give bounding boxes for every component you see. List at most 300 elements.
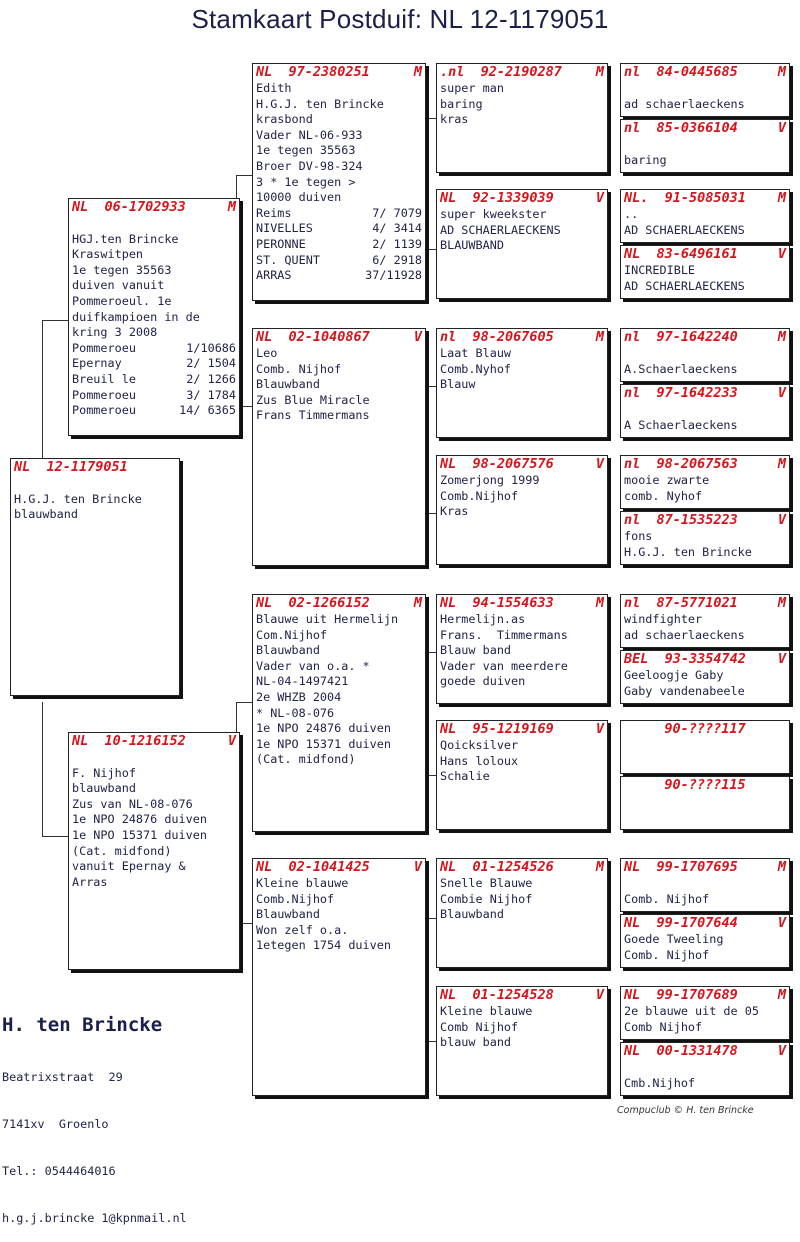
- sex-marker: M: [777, 329, 786, 345]
- pigeon-card-g7[interactable]: [620, 455, 790, 509]
- sex-marker: M: [777, 456, 786, 472]
- connector-line: [42, 702, 69, 837]
- country-code: NL: [440, 456, 457, 472]
- ring-id: 00-1331478: [656, 1043, 738, 1059]
- detail-line: Kras: [440, 504, 469, 519]
- race-location: NIVELLES: [256, 221, 313, 236]
- country-code: NL: [440, 987, 457, 1003]
- detail-line: blauwband: [14, 507, 78, 522]
- ring-header: [621, 595, 789, 612]
- ring-id: 97-1642240: [656, 329, 738, 345]
- country-code: nl: [624, 512, 641, 528]
- detail-line: HGJ.ten Brincke: [72, 231, 179, 246]
- country-code: nl: [624, 385, 641, 401]
- ring-number: [440, 859, 554, 876]
- ring-header: [11, 459, 179, 476]
- ring-id: 90-????117: [664, 721, 746, 737]
- detail-line: [72, 750, 236, 766]
- sex-marker: M: [595, 64, 604, 80]
- detail-line: ad schaerlaeckens: [624, 96, 745, 111]
- pigeon-details: [437, 1004, 607, 1051]
- race-location: Reims: [256, 205, 292, 220]
- sex-marker: V: [777, 120, 786, 136]
- sex-marker: M: [227, 199, 236, 215]
- detail-line: AD SCHAERLAECKENS: [624, 278, 745, 293]
- ring-number: [624, 987, 738, 1004]
- detail-line: fons: [624, 529, 653, 543]
- detail-line: 1e tegen 35563: [72, 262, 172, 277]
- detail-line: mooie zwarte: [624, 473, 710, 487]
- detail-line: Comb Nijhof: [440, 1019, 519, 1034]
- pigeon-details: [621, 263, 789, 294]
- ring-header: [621, 64, 789, 81]
- detail-line: (Cat. midfond): [72, 843, 172, 858]
- detail-line: Comb.Nyhof: [440, 361, 512, 376]
- ring-id: 02-1041425: [288, 859, 370, 875]
- detail-line: 1e NPO 24876 duiven: [256, 721, 391, 736]
- detail-line: 10000 duiven: [256, 190, 342, 205]
- pigeon-card-mff[interactable]: [436, 594, 608, 704]
- detail-line: 1e tegen 35563: [256, 143, 356, 158]
- detail-line: Geeloogje Gaby: [624, 668, 724, 682]
- sex-marker: V: [413, 859, 422, 875]
- sex-marker: M: [777, 859, 786, 875]
- race-result: [256, 253, 422, 269]
- ring-id: 85-0366104: [656, 120, 738, 136]
- detail-line: [72, 216, 236, 232]
- detail-line: * NL-08-076: [256, 705, 335, 720]
- detail-line: [624, 402, 786, 418]
- sex-marker: M: [777, 190, 786, 206]
- country-code: NL: [624, 246, 641, 262]
- country-code: NL: [256, 595, 273, 611]
- pigeon-card-g8[interactable]: [620, 511, 790, 565]
- sex-marker: M: [595, 329, 604, 345]
- ring-header: [253, 64, 425, 81]
- detail-line: NL-04-1497421: [256, 674, 349, 689]
- country-code: NL: [440, 595, 457, 611]
- detail-line: Comb.Nijhof: [256, 891, 335, 906]
- sex-marker: V: [777, 512, 786, 528]
- sex-marker: V: [413, 329, 422, 345]
- country-code: NL: [440, 721, 457, 737]
- country-code: nl: [624, 64, 641, 80]
- detail-line: 2e WHZB 2004: [256, 689, 342, 704]
- ring-id: 98-2067576: [472, 456, 554, 472]
- ring-id: 87-5771021: [656, 595, 738, 611]
- detail-line: H.G.J. ten Brincke: [14, 491, 142, 506]
- pigeon-details: [621, 529, 789, 560]
- pigeon-card-g15[interactable]: [620, 986, 790, 1040]
- sex-marker: M: [413, 64, 422, 80]
- country-code: NL: [72, 199, 89, 215]
- detail-line: AD SCHAERLAECKENS: [440, 222, 561, 237]
- ring-id: 99-1707689: [656, 987, 738, 1003]
- connector-line: [425, 918, 436, 1042]
- ring-number: [624, 512, 738, 529]
- connector-line: [425, 386, 436, 514]
- pigeon-details: [621, 207, 789, 238]
- country-code: NL.: [624, 190, 649, 206]
- pigeon-details: [253, 81, 425, 284]
- ring-id: 93-3354742: [664, 651, 746, 667]
- ring-number: [440, 987, 554, 1004]
- detail-line: 1etegen 1754 duiven: [256, 938, 391, 953]
- ring-id: 90-????115: [664, 777, 746, 793]
- detail-line: blauwband: [72, 781, 136, 796]
- ring-number: [440, 329, 554, 346]
- race-location: ARRAS: [256, 268, 292, 283]
- detail-line: baring: [440, 96, 483, 111]
- pigeon-details: [621, 612, 789, 643]
- pigeon-card-fff[interactable]: [436, 63, 608, 173]
- detail-line: baring: [624, 152, 667, 167]
- ring-number: [256, 595, 370, 612]
- country-code: NL: [624, 987, 641, 1003]
- race-result: [256, 206, 422, 222]
- race-location: Pommeroeu: [72, 387, 136, 402]
- ring-header: [69, 199, 239, 216]
- detail-line: H.G.J. ten Brincke: [256, 96, 384, 111]
- ring-id: 12-1179051: [46, 459, 128, 475]
- pigeon-card-mother[interactable]: [68, 732, 240, 970]
- pigeon-card-fmm[interactable]: [436, 455, 608, 565]
- ring-header: [621, 246, 789, 263]
- detail-line: Comb. Nijhof: [624, 947, 710, 962]
- detail-line: A Schaerlaeckens: [624, 417, 738, 432]
- ring-header: [621, 721, 789, 738]
- ring-number: [256, 329, 370, 346]
- pigeon-details: [621, 1004, 789, 1035]
- ring-header: [621, 190, 789, 207]
- detail-line: Laat Blauw: [440, 346, 512, 360]
- pigeon-details: [437, 207, 607, 254]
- race-placing: 7/ 7079: [372, 205, 422, 220]
- country-code: NL: [440, 859, 457, 875]
- race-placing: 14/ 6365: [179, 403, 236, 418]
- detail-line: Edith: [256, 81, 292, 95]
- ring-header: [437, 595, 607, 612]
- pigeon-details: [621, 137, 789, 168]
- owner-phone: Tel.: 0544464016: [2, 1163, 116, 1178]
- ring-id: 92-1339039: [472, 190, 554, 206]
- ring-number: [624, 329, 738, 346]
- country-code: BEL: [624, 651, 649, 667]
- detail-line: AD SCHAERLAECKENS: [624, 222, 745, 237]
- pigeon-card-ff[interactable]: [252, 63, 426, 301]
- detail-line: Vader NL-06-933: [256, 127, 363, 142]
- pigeon-details: [621, 876, 789, 907]
- pigeon-card-g12[interactable]: [620, 776, 790, 830]
- ring-id: 02-1266152: [288, 595, 370, 611]
- pigeon-details: [253, 612, 425, 768]
- detail-line: blauw band: [440, 1035, 512, 1050]
- ring-header: [621, 385, 789, 402]
- pigeon-details: [437, 876, 607, 923]
- detail-line: ad schaerlaeckens: [624, 627, 745, 642]
- country-code: NL: [14, 459, 31, 475]
- detail-line: windfighter: [624, 612, 703, 626]
- pigeon-details: [69, 216, 239, 419]
- ring-id: 87-1535223: [656, 512, 738, 528]
- owner-city: 7141xv Groenlo: [2, 1116, 109, 1131]
- pigeon-card-mmm[interactable]: [436, 986, 608, 1096]
- sex-marker: V: [595, 456, 604, 472]
- detail-line: Snelle Blauwe: [440, 876, 533, 890]
- country-code: NL: [256, 329, 273, 345]
- sex-marker: M: [777, 987, 786, 1003]
- detail-line: Blauwband: [440, 907, 504, 922]
- owner-street: Beatrixstraat 29: [2, 1070, 123, 1085]
- pigeon-card-ffm[interactable]: [436, 189, 608, 299]
- pigeon-card-g5[interactable]: [620, 328, 790, 382]
- country-code: NL: [440, 190, 457, 206]
- ring-id: 97-2380251: [288, 64, 370, 80]
- detail-line: super man: [440, 81, 504, 95]
- detail-line: H.G.J. ten Brincke: [624, 544, 752, 559]
- ring-number: [440, 456, 554, 473]
- connector-line: [425, 118, 436, 250]
- owner-address: [2, 1039, 187, 1242]
- ring-header: [253, 859, 425, 876]
- ring-number: [624, 120, 738, 137]
- ring-id: 95-1219169: [472, 721, 554, 737]
- race-result: [256, 237, 422, 253]
- detail-line: krasbond: [256, 112, 313, 127]
- country-code: NL: [256, 859, 273, 875]
- ring-header: [437, 329, 607, 346]
- owner-name: H. ten Brincke: [2, 1014, 163, 1036]
- detail-line: A.Schaerlaeckens: [624, 361, 738, 376]
- ring-id: 06-1702933: [104, 199, 186, 215]
- pigeon-card-mf[interactable]: [252, 594, 426, 832]
- pigeon-card-g11[interactable]: [620, 720, 790, 774]
- ring-header: [621, 120, 789, 137]
- ring-number: [664, 777, 745, 794]
- ring-id: 10-1216152: [104, 733, 186, 749]
- detail-line: Arras: [72, 874, 108, 889]
- owner-email[interactable]: h.g.j.brincke 1@kpnmail.nl: [2, 1210, 187, 1225]
- ring-header: [621, 1043, 789, 1060]
- pigeon-card-g10[interactable]: [620, 650, 790, 704]
- detail-line: Leo: [256, 346, 278, 360]
- pigeon-details: [621, 346, 789, 377]
- pigeon-card-g16[interactable]: [620, 1042, 790, 1096]
- pigeon-card-father[interactable]: [68, 198, 240, 436]
- ring-header: [621, 456, 789, 473]
- race-placing: 4/ 3414: [372, 221, 422, 236]
- pigeon-details: [253, 346, 425, 424]
- sex-marker: V: [595, 721, 604, 737]
- ring-number: [256, 859, 370, 876]
- detail-line: 2e blauwe uit de 05: [624, 1004, 759, 1018]
- pigeon-card-mmf[interactable]: [436, 858, 608, 968]
- detail-line: Frans. Timmermans: [440, 627, 568, 642]
- race-placing: 6/ 2918: [372, 252, 422, 267]
- pigeon-details: [253, 876, 425, 954]
- detail-line: ..: [624, 207, 639, 221]
- ring-id: 99-1707644: [656, 915, 738, 931]
- race-placing: 1/10686: [186, 340, 236, 355]
- detail-line: Qoicksilver: [440, 738, 519, 752]
- ring-id: 97-1642233: [656, 385, 738, 401]
- detail-line: (Cat. midfond): [256, 752, 356, 767]
- race-result: [72, 403, 236, 419]
- detail-line: Won zelf o.a.: [256, 922, 349, 937]
- country-code: nl: [624, 329, 641, 345]
- detail-line: INCREDIBLE: [624, 263, 696, 277]
- ring-header: [621, 915, 789, 932]
- ring-number: [440, 721, 554, 738]
- pigeon-details: [69, 750, 239, 890]
- race-placing: 3/ 1784: [186, 387, 236, 402]
- sex-marker: V: [777, 385, 786, 401]
- pigeon-card-mfm[interactable]: [436, 720, 608, 830]
- detail-line: Com.Nijhof: [256, 627, 328, 642]
- detail-line: Comb. Nijhof: [256, 361, 342, 376]
- ring-number: [664, 721, 745, 738]
- ring-id: 02-1040867: [288, 329, 370, 345]
- sex-marker: V: [777, 651, 786, 667]
- detail-line: Broer DV-98-324: [256, 158, 363, 173]
- detail-line: Blauw: [440, 377, 476, 392]
- ring-number: [72, 199, 186, 216]
- pigeon-card-g9[interactable]: [620, 594, 790, 648]
- pigeon-details: [437, 473, 607, 520]
- ring-number: [624, 456, 738, 473]
- detail-line: Kraswitpen: [72, 247, 144, 262]
- ring-id: 94-1554633: [472, 595, 554, 611]
- country-code: NL: [256, 64, 273, 80]
- connector-line: [425, 652, 436, 776]
- pigeon-details: [621, 1060, 789, 1091]
- detail-line: Blauwband: [256, 643, 320, 658]
- pigeon-card-fm[interactable]: [252, 328, 426, 566]
- ring-header: [621, 651, 789, 668]
- sex-marker: V: [777, 915, 786, 931]
- detail-line: comb. Nyhof: [624, 488, 703, 503]
- ring-header: [621, 987, 789, 1004]
- race-result: [72, 388, 236, 404]
- pigeon-card-g3[interactable]: [620, 189, 790, 243]
- pigeon-card-mm[interactable]: [252, 858, 426, 1096]
- detail-line: Pommeroeul. 1e: [72, 293, 172, 308]
- detail-line: duiven vanuit: [72, 278, 165, 293]
- ring-header: [69, 733, 239, 750]
- detail-line: Zomerjong 1999: [440, 473, 540, 487]
- sex-marker: M: [595, 595, 604, 611]
- ring-header: [621, 329, 789, 346]
- ring-header: [621, 512, 789, 529]
- detail-line: kring 3 2008: [72, 325, 158, 340]
- page-title: Stamkaart Postduif: NL 12-1179051: [191, 4, 609, 34]
- detail-line: Blauw band: [440, 643, 512, 658]
- country-code: NL: [624, 915, 641, 931]
- pigeon-card-main[interactable]: [10, 458, 180, 696]
- ring-header: [621, 859, 789, 876]
- detail-line: 1e NPO 24876 duiven: [72, 812, 207, 827]
- pigeon-card-g13[interactable]: [620, 858, 790, 912]
- ring-header: [621, 777, 789, 794]
- detail-line: Comb. Nijhof: [624, 891, 710, 906]
- pigeon-card-g2[interactable]: [620, 119, 790, 173]
- ring-number: [624, 595, 738, 612]
- detail-line: Hans loloux: [440, 753, 519, 768]
- pigeon-card-g1[interactable]: [620, 63, 790, 117]
- race-placing: 37/11928: [365, 268, 422, 283]
- ring-id: 99-1707695: [656, 859, 738, 875]
- country-code: nl: [624, 595, 641, 611]
- detail-line: Zus van NL-08-076: [72, 796, 193, 811]
- ring-header: [253, 595, 425, 612]
- ring-number: [624, 1043, 738, 1060]
- detail-line: Vader van meerdere: [440, 658, 568, 673]
- detail-line: 1e NPO 15371 duiven: [72, 827, 207, 842]
- ring-number: [440, 64, 562, 81]
- ring-header: [437, 987, 607, 1004]
- race-result: [256, 221, 422, 237]
- detail-line: 1e NPO 15371 duiven: [256, 736, 391, 751]
- ring-number: [624, 915, 738, 932]
- pigeon-details: [437, 346, 607, 393]
- ring-number: [624, 385, 738, 402]
- detail-line: [624, 137, 786, 153]
- detail-line: [624, 346, 786, 362]
- ring-number: [72, 733, 186, 750]
- ring-header: [437, 859, 607, 876]
- ring-number: [624, 859, 738, 876]
- sex-marker: V: [777, 246, 786, 262]
- ring-number: [256, 64, 370, 81]
- ring-id: 91-5085031: [664, 190, 746, 206]
- detail-line: Blauwband: [256, 907, 320, 922]
- race-location: PERONNE: [256, 236, 306, 251]
- detail-line: Cmb.Nijhof: [624, 1075, 696, 1090]
- ring-id: 92-2190287: [480, 64, 562, 80]
- ring-number: [14, 459, 128, 476]
- detail-line: [624, 876, 786, 892]
- ring-number: [624, 64, 738, 81]
- ring-id: 84-0445685: [656, 64, 738, 80]
- detail-line: Blauwband: [256, 377, 320, 392]
- detail-line: Frans Timmermans: [256, 408, 370, 423]
- pigeon-details: [621, 668, 789, 699]
- detail-line: vanuit Epernay &: [72, 859, 186, 874]
- detail-line: [14, 476, 176, 492]
- pigeon-details: [621, 402, 789, 433]
- sex-marker: V: [227, 733, 236, 749]
- detail-line: Combie Nijhof: [440, 891, 533, 906]
- race-location: ST. QUENT: [256, 252, 320, 267]
- pigeon-card-g4[interactable]: [620, 245, 790, 299]
- sex-marker: M: [777, 64, 786, 80]
- ring-header: [253, 329, 425, 346]
- detail-line: [624, 81, 786, 97]
- pigeon-card-g14[interactable]: [620, 914, 790, 968]
- sex-marker: V: [777, 1043, 786, 1059]
- pigeon-card-g6[interactable]: [620, 384, 790, 438]
- pigeon-card-fmf[interactable]: [436, 328, 608, 438]
- country-code: .nl: [440, 64, 465, 80]
- country-code: NL: [72, 733, 89, 749]
- race-location: Pommeroeu: [72, 403, 136, 418]
- ring-id: 83-6496161: [656, 246, 738, 262]
- sex-marker: M: [413, 595, 422, 611]
- pigeon-details: [437, 738, 607, 785]
- pigeon-details: [11, 476, 179, 523]
- ring-id: 98-2067605: [472, 329, 554, 345]
- country-code: nl: [624, 456, 641, 472]
